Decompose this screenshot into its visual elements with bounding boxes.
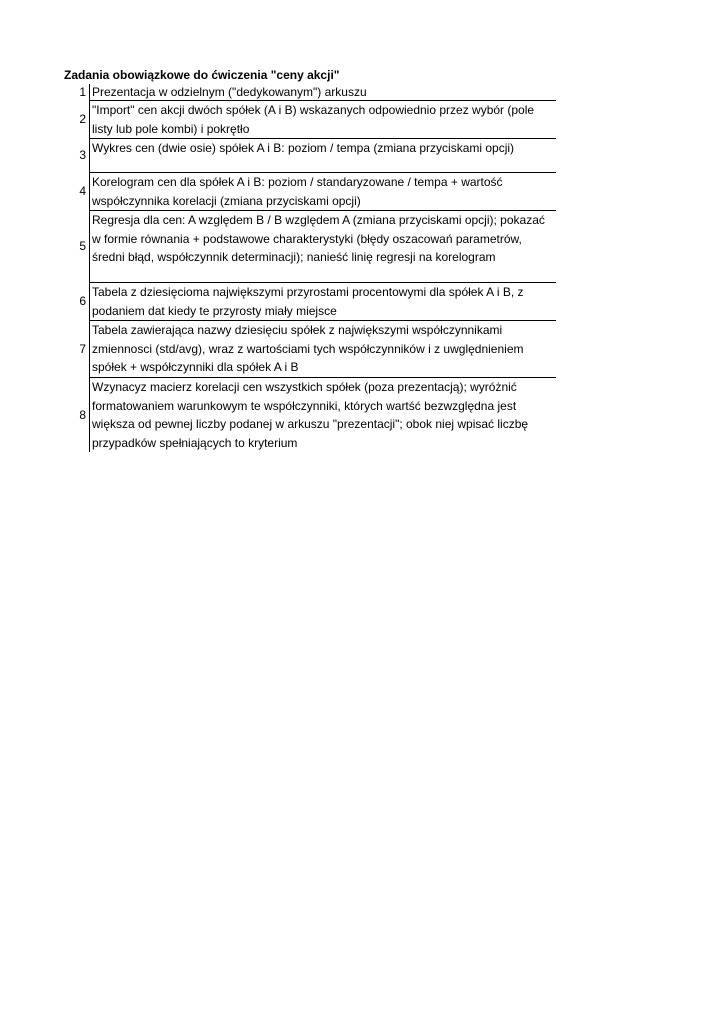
table-row [64, 321, 556, 378]
table-row [64, 173, 556, 211]
task-line: Regresja dla cen: A względem B / B względem A (zmiana przyciskami opcji); pokazać [92, 213, 545, 227]
task-description [90, 211, 557, 283]
task-description [90, 173, 557, 211]
task-line: podaniem dat kiedy te przyrosty miały miejsce [92, 303, 337, 318]
task-line: Prezentacja w odzielnym ("dedykowanym") arkuszu [92, 85, 367, 99]
task-line: spółek + współczynniki dla spółek A i B [92, 360, 299, 374]
task-number: 2 [64, 101, 90, 139]
task-line: większa od pewnej liczby podanej w arkuszu "prezentacji"; obok niej wpisać liczbę [92, 417, 529, 431]
task-number: 1 [64, 84, 90, 101]
task-line: zmiennosci (std/avg), wraz z wartościami tych współczynników i z uwględnieniem [92, 341, 524, 356]
task-number: 3 [64, 139, 90, 173]
task-line: Korelogram cen dla spółek A i B: poziom / standaryzowane / tempa + wartość [92, 175, 503, 189]
table-row [64, 101, 556, 139]
task-description [90, 321, 557, 378]
task-description [90, 283, 557, 321]
task-number: 5 [64, 211, 90, 283]
task-line: współczynnika korelacji (zmiana przyciskami opcji) [92, 193, 361, 208]
task-description [90, 84, 557, 101]
task-line: "Import" cen akcji dwóch spółek (A i B) wskazanych odpowiednio przez wybór (pole [92, 103, 535, 117]
table-row [64, 84, 556, 101]
task-description [90, 378, 557, 453]
task-number: 7 [64, 321, 90, 378]
task-line: przypadków spełniających to kryterium [92, 435, 298, 450]
document-sheet [64, 67, 556, 452]
table-row [64, 139, 556, 173]
task-line: Tabela zawierająca nazwy dziesięciu spółek z największymi współczynnikami [92, 323, 503, 337]
document-title: Zadania obowiązkowe do ćwiczenia "ceny akcji" [64, 68, 340, 82]
tasks-table [64, 84, 556, 452]
task-line: formatowaniem warunkowym te współczynniki, których wartść bezwzględna jest [92, 398, 517, 413]
task-line: w formie równania + podstawowe charakterystyki (błędy oszacowań parametrów, [92, 231, 522, 246]
task-line: Tabela z dziesięcioma największymi przyrostami procentowymi dla spółek A i B, z [92, 285, 524, 299]
table-row [64, 211, 556, 283]
task-number: 4 [64, 173, 90, 211]
task-line: Wzynacyz macierz korelacji cen wszystkich spółek (poza prezentacją); wyróżnić [92, 380, 517, 394]
task-number: 8 [64, 378, 90, 453]
task-description [90, 139, 557, 173]
task-line: Wykres cen (dwie osie) spółek A i B: poziom / tempa (zmiana przyciskami opcji) [92, 141, 515, 155]
task-description [90, 101, 557, 139]
table-row [64, 283, 556, 321]
task-number: 6 [64, 283, 90, 321]
table-row [64, 378, 556, 453]
task-line: średni błąd, współczynnik determinacji); nanieść linię regresji na korelogram [92, 250, 496, 264]
task-line: listy lub pole kombi) i pokrętło [92, 121, 250, 136]
